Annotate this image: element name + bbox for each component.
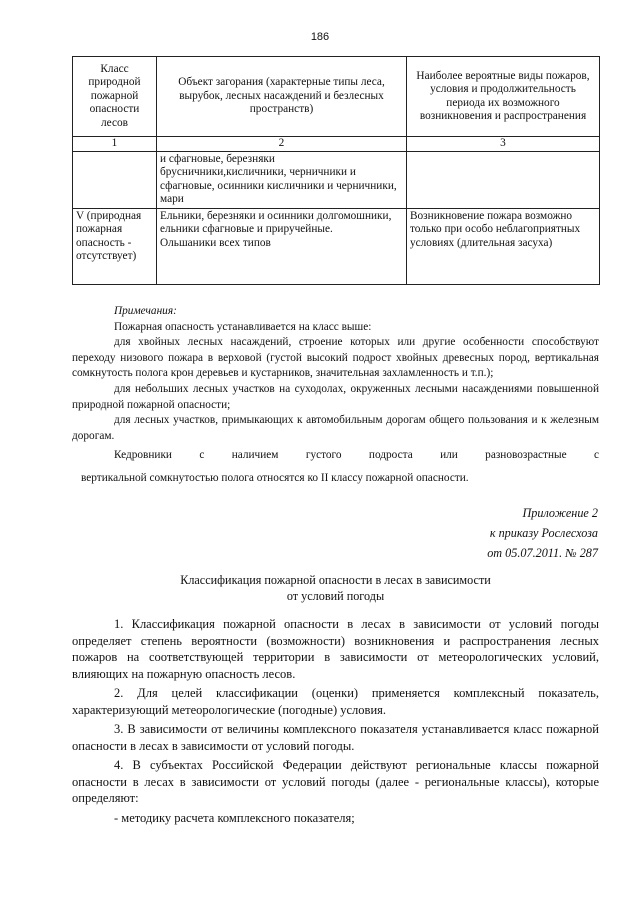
table-row	[73, 151, 600, 208]
section-heading	[72, 572, 599, 604]
appendix-reference	[487, 503, 598, 563]
cell-class: V (природная пожарная опасность - отсутствует)	[73, 208, 157, 284]
fire-danger-table	[72, 56, 600, 285]
notes-intro: Пожарная опасность устанавливается на класс выше:	[114, 320, 372, 333]
note-kedr-line: Кедровники с наличием густого подроста или разновозрастные с	[114, 449, 599, 462]
cell-object: Ельники, березняки и осинники долгомошники, ельники сфагновые и приручейные. Ольшаники всех типов	[157, 208, 407, 284]
notes-section	[72, 304, 599, 487]
paragraph: 4. В субъектах Российской Федерации действуют региональные классы пожарной опасности в лесах в зависимости от условий погоды (далее - региональные классы), которые определяют:	[72, 758, 599, 805]
paragraph: 3. В зависимости от величины комплексного показателя устанавливается класс пожарной опасности в лесах в зависимости от условий погоды.	[72, 722, 599, 753]
cell-class	[73, 151, 157, 208]
note-item: для лесных участков, примыкающих к автомобильным дорогам общего пользования и к железным дорогам.	[72, 414, 599, 442]
header-object: Объект загорания (характерные типы леса, вырубок, лесных насаждений и безлесных пространств)	[157, 57, 407, 137]
column-number-row	[73, 137, 600, 152]
note-item: для хвойных лесных насаждений, строение которых или другие особенности способствуют переходу низового пожара в верховой (густой высокий подрост хвойных древесных пород, вертикальная сомкнутость полога крон деревьев и кустарников, значительная захламленность и т.п.);	[72, 336, 599, 380]
paragraph: - методику расчета комплексного показателя;	[114, 810, 355, 825]
paragraph: 1. Классификация пожарной опасности в лесах в зависимости от условий погоды определяет степень вероятности (возможности) возникновения и распространения лесных пожаров на соответствующей территории в зависимости от метеорологических условий, влияющих на пожарную опасность лесов.	[72, 617, 599, 681]
heading-line: от условий погоды	[286, 589, 385, 603]
column-number: 3	[407, 137, 600, 152]
page-number: 186	[310, 31, 330, 43]
header-class: Класс природной пожарной опасности лесов	[73, 57, 157, 137]
body-text	[72, 616, 599, 826]
header-fires: Наиболее вероятные виды пожаров, условия и продолжительность периода их возможного возникновения и распространения	[407, 57, 600, 137]
paragraph: 2. Для целей классификации (оценки) применяется комплексный показатель, характеризующий метеорологические (погодные) условия.	[72, 686, 599, 717]
column-number: 2	[157, 137, 407, 152]
table-row	[73, 208, 600, 284]
note-item: для небольших лесных участков на суходолах, окруженных лесными насаждениями повышенной природной пожарной опасности;	[72, 382, 599, 411]
notes-title: Примечания:	[114, 305, 177, 317]
appendix-line: к приказу Рослесхоза	[489, 526, 598, 540]
note-kedr-line: вертикальной сомкнутостью полога относятся ко II классу пожарной опасности.	[81, 471, 469, 484]
table-header-row	[73, 57, 600, 137]
cell-fires	[407, 151, 600, 208]
heading-line: Классификация пожарной опасности в лесах в зависимости	[180, 573, 491, 587]
cell-object: и сфагновые, березняки брусничники,кисличники, черничники и сфагновые, осинники кисличники и черничники, мари	[157, 151, 407, 208]
appendix-line: Приложение 2	[522, 506, 598, 520]
cell-fires: Возникновение пожара возможно только при особо неблагоприятных условиях (длительная засуха)	[407, 208, 600, 284]
appendix-line: от 05.07.2011. № 287	[487, 546, 598, 560]
column-number: 1	[73, 137, 157, 152]
